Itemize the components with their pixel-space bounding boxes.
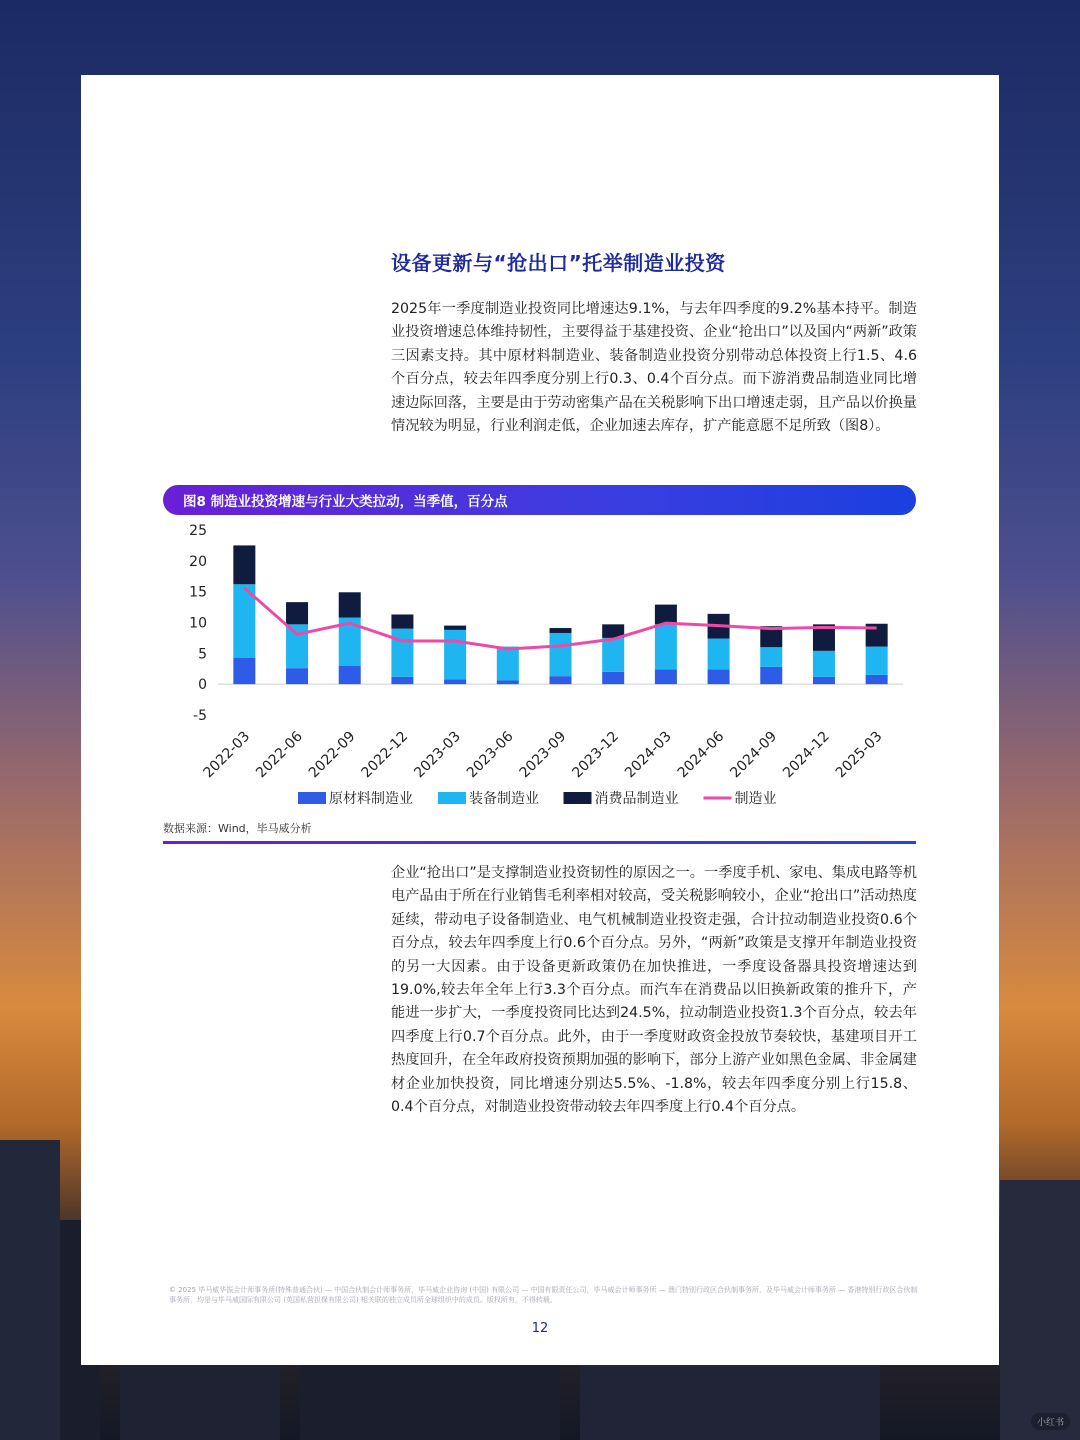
intro-paragraph: 2025年一季度制造业投资同比增速达9.1%，与去年四季度的9.2%基本持平。制造业投资增速总体维持韧性，主要得益于基建投资、企业“抢出口”以及国内“两新”政策三因素支持。其中原材料制造业、装备制造业投资分别带动总体投资上行1.5、4.6个百分点，较去年四季度分别上行0.3、0.4个百分点。而下游消费品制造业同比增速边际回落，主要是由于劳动密集产品在关税影响下出口增速走弱，且产品以价换量情况较为明显，行业利润走低，企业加速去库存，扩产能意愿不足所致（图8）。 [391,301,917,435]
x-tick-label: 2022-06 [253,728,306,782]
bar-装备制造业 [391,629,413,677]
figure-divider [163,841,916,844]
y-tick-label: 5 [198,646,207,663]
data-source: 数据来源：Wind，毕马威分析 [163,822,312,835]
bar-装备制造业 [813,651,835,677]
bar-消费品制造业 [655,605,677,625]
bar-装备制造业 [497,647,519,681]
x-tick-label: 2024-06 [674,728,728,782]
x-tick-label: 2023-06 [463,728,517,782]
bar-消费品制造业 [550,628,572,633]
bar-原材料制造业 [444,679,466,684]
bar-原材料制造业 [760,667,782,684]
legend-label-消费品制造业: 消费品制造业 [594,791,679,807]
bar-原材料制造业 [655,669,677,684]
bar-原材料制造业 [813,677,835,684]
y-tick-label: 10 [189,615,207,632]
bar-消费品制造业 [233,545,255,584]
copyright-footer: © 2025 毕马威华振会计师事务所(特殊普通合伙) — 中国合伙制会计师事务所，毕马威企业咨询 (中国) 有限公司 — 中国有限责任公司，毕马威会计师事务所 — 澳门特别行政区合伙制事务所，及毕马威会计师事务所 — 香港特别行政区合伙制事务所，均是与毕马威国际有限公司 (英国私营担保有限公司) 相关联的独立成员所全球组织中的成员。版权所有，不得转载。 [169,1286,918,1304]
legend-swatch-装备制造业 [438,792,466,804]
x-tick-label: 2023-09 [516,728,570,782]
y-tick-label: -5 [193,708,207,724]
report-page [81,75,999,1365]
legend-label-原材料制造业: 原材料制造业 [329,791,413,807]
bar-消费品制造业 [444,626,466,630]
bar-原材料制造业 [708,669,730,684]
figure-title: 图8 制造业投资增速与行业大类拉动，当季值，百分点 [183,494,508,510]
bar-原材料制造业 [550,676,572,684]
y-tick-label: 0 [198,677,207,694]
bar-原材料制造业 [286,668,308,684]
section-title: 设备更新与“抢出口”托举制造业投资 [391,251,726,275]
y-tick-label: 20 [189,553,207,570]
x-tick-label: 2022-12 [358,728,412,782]
x-tick-label: 2024-03 [622,728,675,782]
bar-原材料制造业 [339,666,361,685]
bar-装备制造业 [444,630,466,679]
investment-chart [163,520,923,820]
legend-label-制造业: 制造业 [734,791,777,807]
bar-装备制造业 [550,633,572,676]
bar-原材料制造业 [233,658,255,685]
bar-消费品制造业 [339,592,361,617]
x-tick-label: 2024-12 [780,728,833,782]
bar-装备制造业 [760,647,782,667]
bar-装备制造业 [708,639,730,670]
bar-装备制造业 [602,638,624,672]
y-tick-label: 25 [189,523,207,539]
x-tick-label: 2025-03 [832,728,886,782]
bar-原材料制造业 [602,672,624,684]
bar-原材料制造业 [391,677,413,684]
app-watermark: 小红书 [1031,1413,1070,1430]
legend-label-装备制造业: 装备制造业 [469,791,539,807]
page-number: 12 [531,1321,549,1336]
figure-title-bar [163,485,916,515]
bar-消费品制造业 [391,614,413,628]
x-tick-label: 2023-03 [411,728,464,782]
bar-装备制造业 [655,624,677,669]
x-tick-label: 2024-09 [727,728,781,782]
bar-原材料制造业 [866,675,888,684]
legend-swatch-消费品制造业 [564,792,592,804]
x-tick-label: 2022-09 [305,728,359,782]
bar-装备制造业 [866,647,888,675]
body-paragraph: 企业“抢出口”是支撑制造业投资韧性的原因之一。一季度手机、家电、集成电路等机电产品由于所在行业销售毛利率相对较高，受关税影响较小，企业“抢出口”活动热度延续，带动电子设备制造业、电气机械制造业投资走强，合计拉动制造业投资0.6个百分点，较去年四季度上行0.6个百分点。另外，“两新”政策是支撑开年制造业投资的另一大因素。由于设备更新政策仍在加快推进，一季度设备器具投资增速达到19.0%,较去年全年上行3.3个百分点。而汽车在消费品以旧换新政策的推升下，产能进一步扩大，一季度投资同比达到24.5%，拉动制造业投资1.3个百分点，较去年四季度上行0.7个百分点。此外，由于一季度财政资金投放节奏较快，基建项目开工热度回升，在全年政府投资预期加强的影响下，部分上游产业如黑色金属、非金属建材企业加快投资，同比增速分别达5.5%、-1.8%，较去年四季度分别上行15.8、0.4个百分点，对制造业投资带动较去年四季度上行0.4个百分点。 [391,865,917,1116]
x-tick-label: 2022-03 [200,728,254,782]
bar-消费品制造业 [286,602,308,624]
bar-装备制造业 [286,624,308,668]
legend-swatch-原材料制造业 [298,792,326,804]
x-tick-label: 2023-12 [569,728,623,782]
bar-原材料制造业 [497,680,519,684]
y-tick-label: 15 [189,584,207,601]
